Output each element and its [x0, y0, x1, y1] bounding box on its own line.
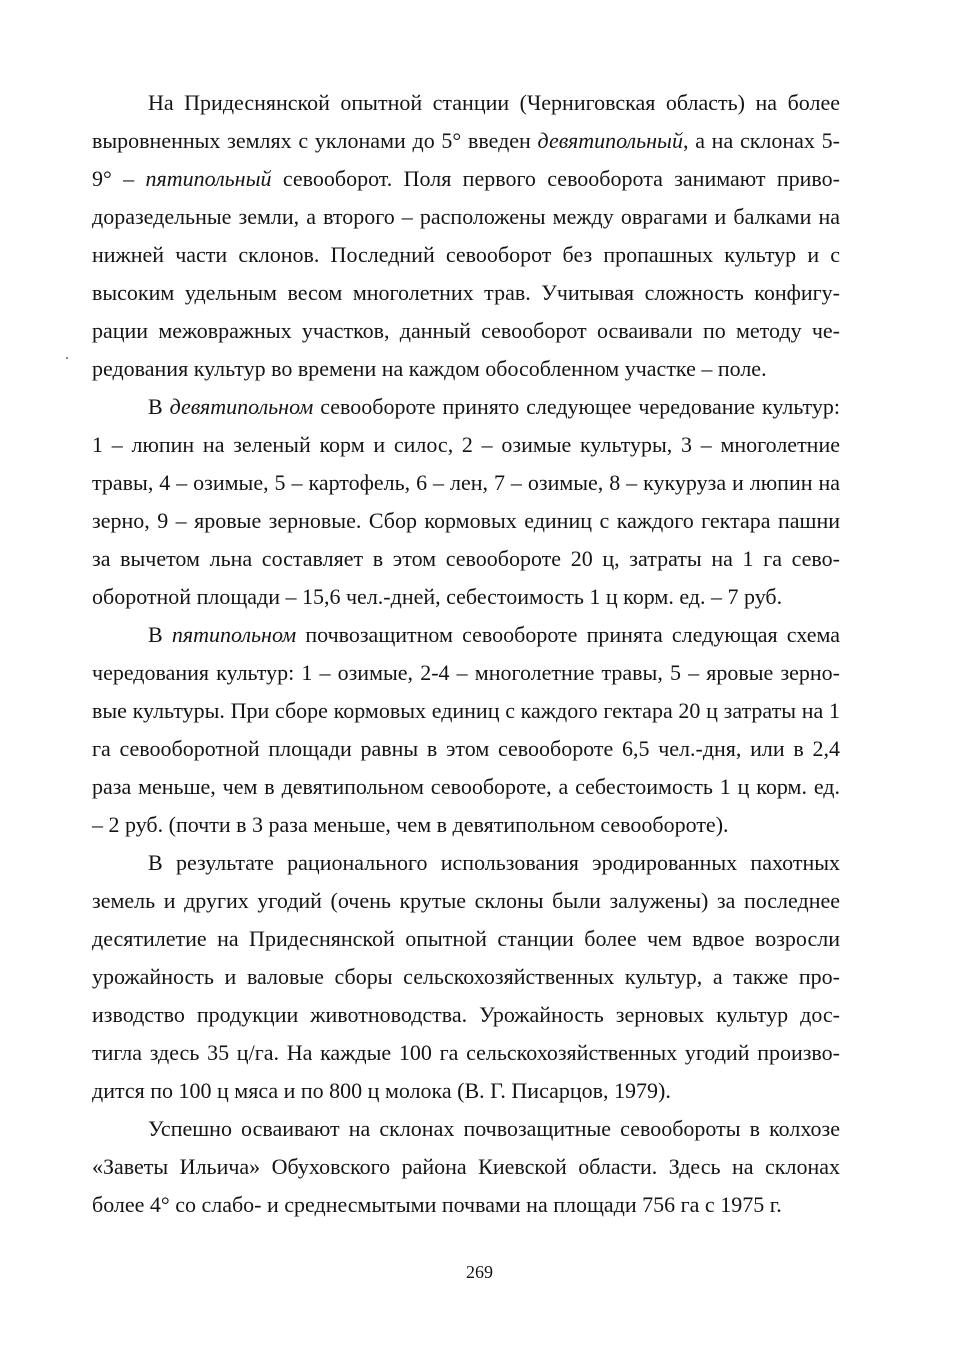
- text-run: В результате рационального использования эродированных пахотных земель и других угодий (очень крутые склоны были залужены) за последнее десятилетие на Придеснянской опытной станции более чем вдвое возросли урожайность и валовые сборы сельскохозяйственных культур, а также про-изводство продукции животноводства. Урожайность зерновых культур дос-тигла здесь 35 ц/га. На каждые 100 га сельскохозяйственных угодий произво-дится по 100 ц мяса и по 800 ц молока (В. Г. Писарцов, 1979).: [92, 850, 840, 1103]
- text-run: В: [148, 622, 172, 647]
- italic-term: девятипольном: [169, 394, 314, 419]
- text-run: На Придеснянской опытной станции (Черниговская область) на более выровненных землях с уклонами до 5° введен: [92, 90, 840, 153]
- paragraph: [92, 84, 840, 388]
- scan-speck: [66, 357, 68, 359]
- text-run: Успешно осваивают на склонах почвозащитные севообороты в колхозе «Заветы Ильича» Обуховского района Киевской области. Здесь на склонах более 4° со слабо- и среднесмытыми почвами на площади 756 га с 1975 г.: [92, 1116, 840, 1217]
- text-run: почвозащитном севообороте принята следующая схема чередования культур: 1 – озимые, 2-4 – многолетние травы, 5 – яровые зерно-вые культуры. При сборе кормовых единиц с каждого гектара 20 ц затраты на 1 га севооборотной площади равны в этом севообороте 6,5 чел.-дня, или в 2,4 раза меньше, чем в девятипольном севообороте, а себестоимость 1 ц корм. ед. – 2 руб. (почти в 3 раза меньше, чем в девятипольном севообороте).: [92, 622, 840, 837]
- text-run: , а на склонах 5-9° –: [92, 128, 840, 191]
- body-text: [92, 84, 840, 1224]
- italic-term: пятипольном: [171, 622, 297, 647]
- text-run: севообороте принято следующее чередование культур: 1 – люпин на зеленый корм и силос, 2 – озимые культуры, 3 – многолетние травы, 4 – озимые, 5 – картофель, 6 – лен, 7 – озимые, 8 – кукуруза и люпин на зерно, 9 – яровые зерновые. Сбор кормовых единиц с каждого гектара пашни за вычетом льна составляет в этом севообороте 20 ц, затраты на 1 га сево-оборотной площади – 15,6 чел.-дней, себестоимость 1 ц корм. ед. – 7 руб.: [92, 394, 840, 609]
- paragraph: [92, 616, 840, 844]
- page-number: 269: [466, 1262, 493, 1282]
- text-run: В: [148, 394, 170, 419]
- paragraph: [92, 388, 840, 616]
- italic-term: пятипольный: [145, 166, 272, 191]
- paragraph: [92, 844, 840, 1110]
- paragraph: [92, 1110, 840, 1224]
- text-run: севооборот. Поля первого севооборота занимают приво-доразедельные земли, а второго – расположены между оврагами и балками на нижней части склонов. Последний севооборот без пропашных культур и с высоким удельным весом многолетних трав. Учитывая сложность конфигу-рации межовражных участков, данный севооборот осваивали по методу че-редования культур во времени на каждом обособленном участке – поле.: [92, 166, 840, 381]
- italic-term: девятипольный: [537, 128, 683, 153]
